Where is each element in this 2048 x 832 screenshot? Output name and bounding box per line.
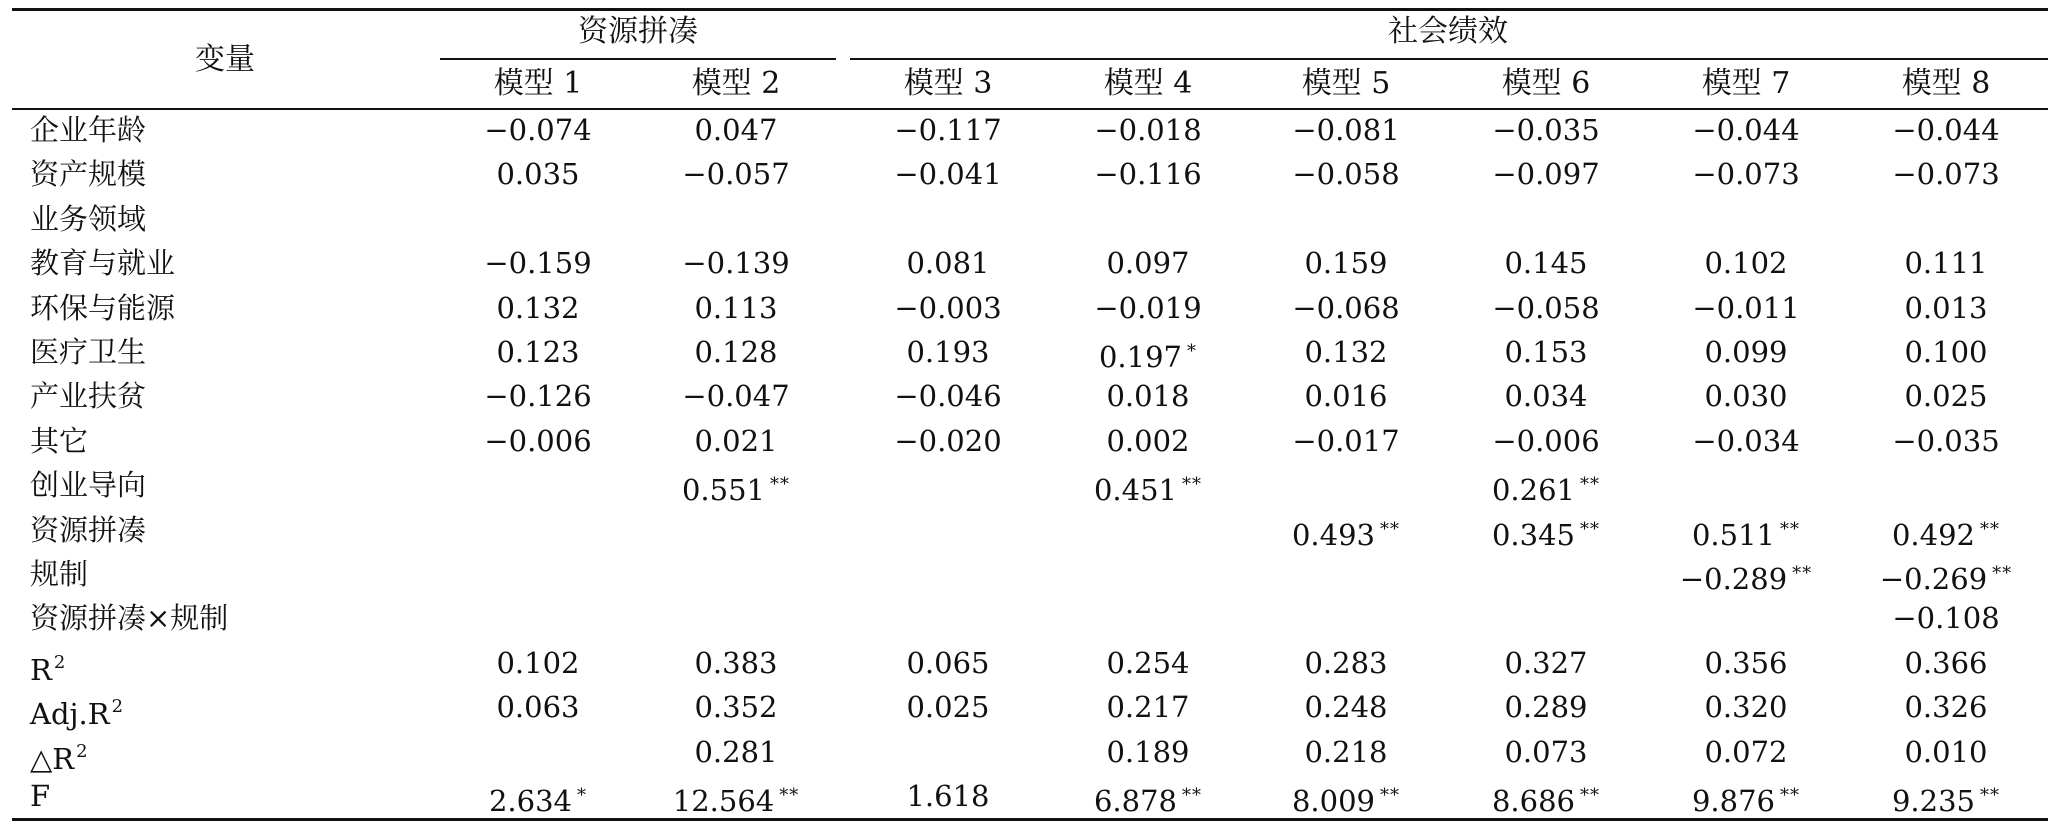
row-label — [30, 730, 88, 774]
table-cell — [1692, 152, 1799, 196]
cell-value: −0.035 — [1892, 423, 2000, 458]
cell-value: −0.269 — [1879, 562, 1988, 596]
table-cell — [1492, 419, 1599, 463]
cell-value: −0.041 — [894, 157, 1002, 192]
table-cell — [1704, 730, 1787, 774]
cell-value: −0.058 — [1492, 290, 1600, 325]
significance-marker: ** — [1792, 563, 1813, 584]
table-cell — [1504, 241, 1587, 285]
table-cell — [906, 774, 989, 818]
cell-value: −0.006 — [1492, 423, 1600, 458]
table-cell — [1904, 241, 1987, 285]
table-cell — [1704, 685, 1787, 729]
significance-marker: ** — [1580, 518, 1601, 540]
table-cell — [1492, 152, 1599, 196]
cell-value: 0.065 — [906, 645, 990, 680]
cell-value: −0.058 — [1292, 157, 1400, 192]
cell-value: 0.366 — [1904, 645, 1988, 680]
cell-value: 0.100 — [1904, 335, 1988, 369]
significance-marker: ** — [1580, 785, 1601, 806]
cell-value: 0.102 — [496, 645, 580, 680]
cell-value: −0.117 — [894, 113, 1002, 147]
table-cell — [1094, 286, 1201, 330]
model-header: 模型 4 — [1103, 66, 1193, 101]
table-cell — [1094, 463, 1202, 507]
table-cell — [484, 108, 591, 152]
cell-value: −0.073 — [1892, 157, 2000, 192]
cell-value: −0.019 — [1094, 290, 1202, 325]
top-rule — [12, 8, 2048, 11]
cell-value: 0.356 — [1704, 645, 1788, 680]
table-cell — [1292, 108, 1399, 152]
cell-value: 0.010 — [1904, 734, 1988, 769]
cell-value: 0.551 — [681, 473, 766, 508]
cell-value: 0.047 — [694, 113, 778, 147]
table-cell — [694, 330, 777, 374]
table-cell — [1692, 508, 1800, 552]
table-cell — [1704, 241, 1787, 285]
cell-value: 0.248 — [1304, 690, 1388, 725]
table-cell — [1094, 152, 1201, 196]
table-cell — [1704, 374, 1787, 418]
table-cell — [1692, 286, 1799, 330]
cell-value: 8.686 — [1491, 784, 1576, 818]
table-cell — [1704, 330, 1787, 374]
cell-value: 0.320 — [1704, 690, 1788, 725]
table-cell — [894, 374, 1001, 418]
row-label-text: 资产规模 — [30, 157, 147, 192]
model-header: 模型 3 — [903, 66, 993, 101]
row-label-text: 创业导向 — [30, 468, 147, 503]
table-cell — [1106, 730, 1189, 774]
cell-value: 0.193 — [906, 335, 990, 369]
row-label — [30, 508, 146, 552]
table-cell — [1292, 286, 1399, 330]
cell-value: −0.034 — [1692, 423, 1800, 458]
table-cell — [1292, 508, 1400, 552]
table-cell — [694, 641, 777, 685]
row-label-text: 其它 — [30, 423, 89, 458]
row-label — [30, 419, 88, 463]
table-cell — [496, 330, 579, 374]
cell-value: 0.132 — [1304, 335, 1388, 369]
cell-value: −0.006 — [484, 423, 592, 458]
cell-value: −0.018 — [1094, 113, 1202, 147]
table-cell — [1106, 419, 1189, 463]
table-cell — [1304, 330, 1387, 374]
table-cell — [1492, 463, 1600, 507]
table-cell — [484, 419, 591, 463]
table-cell — [682, 152, 789, 196]
cell-value: −0.068 — [1292, 290, 1400, 325]
table-cell — [1904, 685, 1987, 729]
table-cell — [1094, 108, 1201, 152]
cell-value: 0.102 — [1704, 246, 1788, 281]
cell-value: 0.383 — [694, 645, 778, 680]
significance-marker: ** — [1980, 518, 2001, 540]
model-header: 模型 2 — [691, 66, 781, 101]
row-label-superscript: 2 — [111, 696, 124, 718]
row-label-text: 业务领域 — [30, 201, 147, 236]
table-cell — [1492, 508, 1600, 552]
table-cell — [1904, 730, 1987, 774]
cell-value: 0.063 — [496, 690, 580, 725]
row-label-superscript: 2 — [76, 740, 88, 762]
cell-value: 0.030 — [1704, 379, 1788, 414]
row-label — [30, 241, 175, 285]
row-label — [30, 596, 228, 640]
cell-value: −0.011 — [1692, 290, 1800, 325]
row-label-text: 资源拼凑 — [30, 512, 147, 547]
cell-value: 0.018 — [1106, 379, 1190, 414]
cell-value: 6.878 — [1093, 784, 1178, 818]
significance-marker: * — [577, 785, 588, 806]
table-cell — [1504, 330, 1587, 374]
cell-value: 0.511 — [1691, 517, 1776, 552]
table-cell — [484, 241, 591, 285]
row-label — [30, 774, 50, 818]
group-rule-social — [850, 58, 2048, 60]
table-cell — [1106, 685, 1189, 729]
row-label-text: △R — [30, 741, 75, 776]
row-label — [30, 152, 146, 196]
table-cell — [694, 108, 777, 152]
cell-value: 0.097 — [1106, 246, 1190, 281]
table-cell — [1106, 374, 1189, 418]
cell-value: 0.493 — [1291, 517, 1376, 552]
variable-header: 变量 — [195, 42, 255, 77]
cell-value: 0.132 — [496, 290, 580, 325]
table-cell — [1892, 774, 2000, 818]
cell-value: 0.072 — [1704, 734, 1788, 769]
table-cell — [1504, 641, 1587, 685]
cell-value: 0.145 — [1504, 246, 1588, 281]
cell-value: 0.289 — [1504, 690, 1588, 725]
cell-value: −0.081 — [1292, 113, 1400, 147]
significance-marker: ** — [1980, 785, 2001, 806]
table-cell — [682, 374, 789, 418]
cell-value: 0.254 — [1106, 645, 1190, 680]
cell-value: 0.002 — [1106, 423, 1190, 458]
table-cell — [906, 685, 989, 729]
cell-value: 0.025 — [1904, 379, 1988, 414]
cell-value: −0.017 — [1292, 423, 1400, 458]
table-cell — [1094, 774, 1202, 818]
table-cell — [1892, 152, 1999, 196]
table-cell — [1304, 241, 1387, 285]
cell-value: −0.074 — [484, 113, 592, 147]
cell-value: 0.021 — [694, 423, 778, 458]
model-header: 模型 1 — [493, 66, 583, 101]
row-label-text: 教育与就业 — [30, 246, 176, 281]
cell-value: 0.025 — [906, 690, 990, 725]
row-label — [30, 108, 146, 152]
table-cell — [1292, 419, 1399, 463]
cell-value: 9.235 — [1891, 784, 1976, 818]
cell-value: 1.618 — [906, 779, 990, 813]
group-header-resource: 资源拼凑 — [578, 14, 698, 49]
significance-marker: ** — [1992, 563, 2013, 584]
cell-value: 0.128 — [694, 335, 778, 369]
cell-value: −0.108 — [1892, 601, 2000, 636]
cell-value: −0.126 — [484, 379, 592, 414]
table-cell — [694, 685, 777, 729]
row-label-text: 医疗卫生 — [30, 335, 147, 369]
table-cell — [1292, 152, 1399, 196]
table-cell — [1492, 774, 1600, 818]
row-label — [30, 286, 175, 330]
table-cell — [694, 286, 777, 330]
table-cell — [1504, 374, 1587, 418]
cell-value: −0.289 — [1679, 562, 1788, 596]
group-header-social: 社会绩效 — [1388, 14, 1508, 49]
table-cell — [496, 286, 579, 330]
cell-value: 0.113 — [694, 290, 778, 325]
cell-value: −0.159 — [484, 246, 592, 281]
model-header: 模型 7 — [1701, 66, 1791, 101]
row-label — [30, 552, 88, 596]
significance-marker: ** — [1780, 518, 1801, 540]
row-label-text: R — [30, 652, 52, 687]
table-cell — [1892, 108, 1999, 152]
table-cell — [1680, 552, 1812, 596]
table-cell — [1106, 641, 1189, 685]
table-cell — [484, 374, 591, 418]
cell-value: 0.013 — [1904, 290, 1988, 325]
cell-value: −0.003 — [894, 290, 1002, 325]
table-cell — [694, 730, 777, 774]
cell-value: −0.020 — [894, 423, 1002, 458]
table-cell — [1492, 286, 1599, 330]
model-header: 模型 6 — [1501, 66, 1591, 101]
cell-value: −0.044 — [1692, 113, 1800, 147]
cell-value: −0.139 — [682, 246, 790, 281]
significance-marker: ** — [1780, 785, 1801, 806]
cell-value: 0.197 — [1098, 340, 1183, 374]
table-cell — [1304, 374, 1387, 418]
table-cell — [1304, 641, 1387, 685]
cell-value: −0.047 — [682, 379, 790, 414]
row-label-superscript: 2 — [53, 651, 66, 673]
table-cell — [1880, 552, 2012, 596]
cell-value: −0.057 — [682, 157, 790, 192]
table-cell — [682, 241, 789, 285]
table-cell — [1304, 685, 1387, 729]
table-cell — [1904, 330, 1987, 374]
table-cell — [1292, 774, 1400, 818]
cell-value: −0.073 — [1692, 157, 1800, 192]
cell-value: 0.081 — [906, 246, 990, 281]
cell-value: 0.123 — [496, 335, 580, 369]
significance-marker: ** — [770, 474, 791, 496]
table-cell — [1692, 774, 1800, 818]
table-cell — [682, 463, 790, 507]
cell-value: −0.046 — [894, 379, 1002, 414]
table-cell — [1704, 641, 1787, 685]
significance-marker: ** — [1182, 474, 1203, 496]
cell-value: 0.153 — [1504, 335, 1588, 369]
row-label — [30, 685, 124, 732]
significance-marker: ** — [779, 785, 800, 806]
cell-value: 9.876 — [1691, 784, 1776, 818]
cell-value: −0.097 — [1492, 157, 1600, 192]
table-cell — [906, 641, 989, 685]
cell-value: 0.352 — [694, 690, 778, 725]
row-label-text: 规制 — [30, 557, 89, 591]
table-cell — [694, 419, 777, 463]
table-cell — [894, 286, 1001, 330]
table-cell — [894, 419, 1001, 463]
table-cell — [1692, 419, 1799, 463]
cell-value: 0.451 — [1093, 473, 1178, 508]
row-label — [30, 330, 146, 374]
row-label-text: F — [30, 779, 51, 813]
cell-value: 0.035 — [496, 157, 580, 192]
table-cell — [496, 152, 579, 196]
table-cell — [1892, 596, 1999, 640]
table-cell — [1904, 374, 1987, 418]
table-cell — [673, 774, 799, 818]
cell-value: −0.035 — [1492, 113, 1600, 147]
cell-value: 0.189 — [1106, 734, 1190, 769]
cell-value: −0.044 — [1892, 113, 2000, 147]
cell-value: 0.099 — [1704, 335, 1788, 369]
table-cell — [894, 152, 1001, 196]
table-cell — [489, 774, 587, 818]
row-label — [30, 374, 146, 418]
cell-value: 0.034 — [1504, 379, 1588, 414]
bottom-rule — [12, 818, 2048, 821]
row-label-text: 环保与能源 — [30, 290, 176, 325]
cell-value: 0.492 — [1891, 517, 1976, 552]
table-cell — [1106, 241, 1189, 285]
row-label-text: 企业年龄 — [30, 113, 147, 147]
table-cell — [496, 641, 579, 685]
cell-value: 0.111 — [1904, 246, 1988, 281]
table-cell — [1304, 730, 1387, 774]
cell-value: 0.281 — [694, 734, 778, 769]
table-cell — [1492, 108, 1599, 152]
row-label — [30, 463, 146, 507]
row-label-text: Adj.R — [30, 697, 110, 732]
row-label — [30, 641, 65, 685]
table-cell — [1692, 108, 1799, 152]
table-cell — [1892, 419, 1999, 463]
cell-value: 0.261 — [1491, 473, 1576, 508]
table-cell — [1504, 685, 1587, 729]
cell-value: 0.345 — [1491, 517, 1576, 552]
table-cell — [1099, 330, 1197, 374]
table-cell — [1504, 730, 1587, 774]
cell-value: 0.159 — [1304, 246, 1388, 281]
cell-value: 8.009 — [1291, 784, 1376, 818]
row-label — [30, 197, 146, 241]
cell-value: 0.326 — [1904, 690, 1988, 725]
cell-value: 0.218 — [1304, 734, 1388, 769]
group-rule-resource — [440, 58, 836, 60]
cell-value: 12.564 — [672, 784, 775, 818]
row-label-text: 产业扶贫 — [30, 379, 147, 414]
table-cell — [894, 108, 1001, 152]
table-cell — [906, 241, 989, 285]
table-cell — [496, 685, 579, 729]
cell-value: −0.116 — [1094, 157, 1202, 192]
cell-value: 0.283 — [1304, 645, 1388, 680]
significance-marker: ** — [1380, 518, 1401, 540]
row-label-text: 资源拼凑×规制 — [30, 601, 229, 636]
table-cell — [1904, 286, 1987, 330]
significance-marker: ** — [1380, 785, 1401, 806]
model-header: 模型 5 — [1301, 66, 1391, 101]
cell-value: 0.016 — [1304, 379, 1388, 414]
table-cell — [1892, 508, 2000, 552]
cell-value: 0.073 — [1504, 734, 1588, 769]
table-cell — [1904, 641, 1987, 685]
cell-value: 0.327 — [1504, 645, 1588, 680]
cell-value: 2.634 — [488, 784, 573, 818]
cell-value: 0.217 — [1106, 690, 1190, 725]
table-cell — [906, 330, 989, 374]
significance-marker: * — [1187, 341, 1198, 362]
significance-marker: ** — [1580, 474, 1601, 496]
significance-marker: ** — [1182, 785, 1203, 806]
model-header: 模型 8 — [1901, 66, 1991, 101]
